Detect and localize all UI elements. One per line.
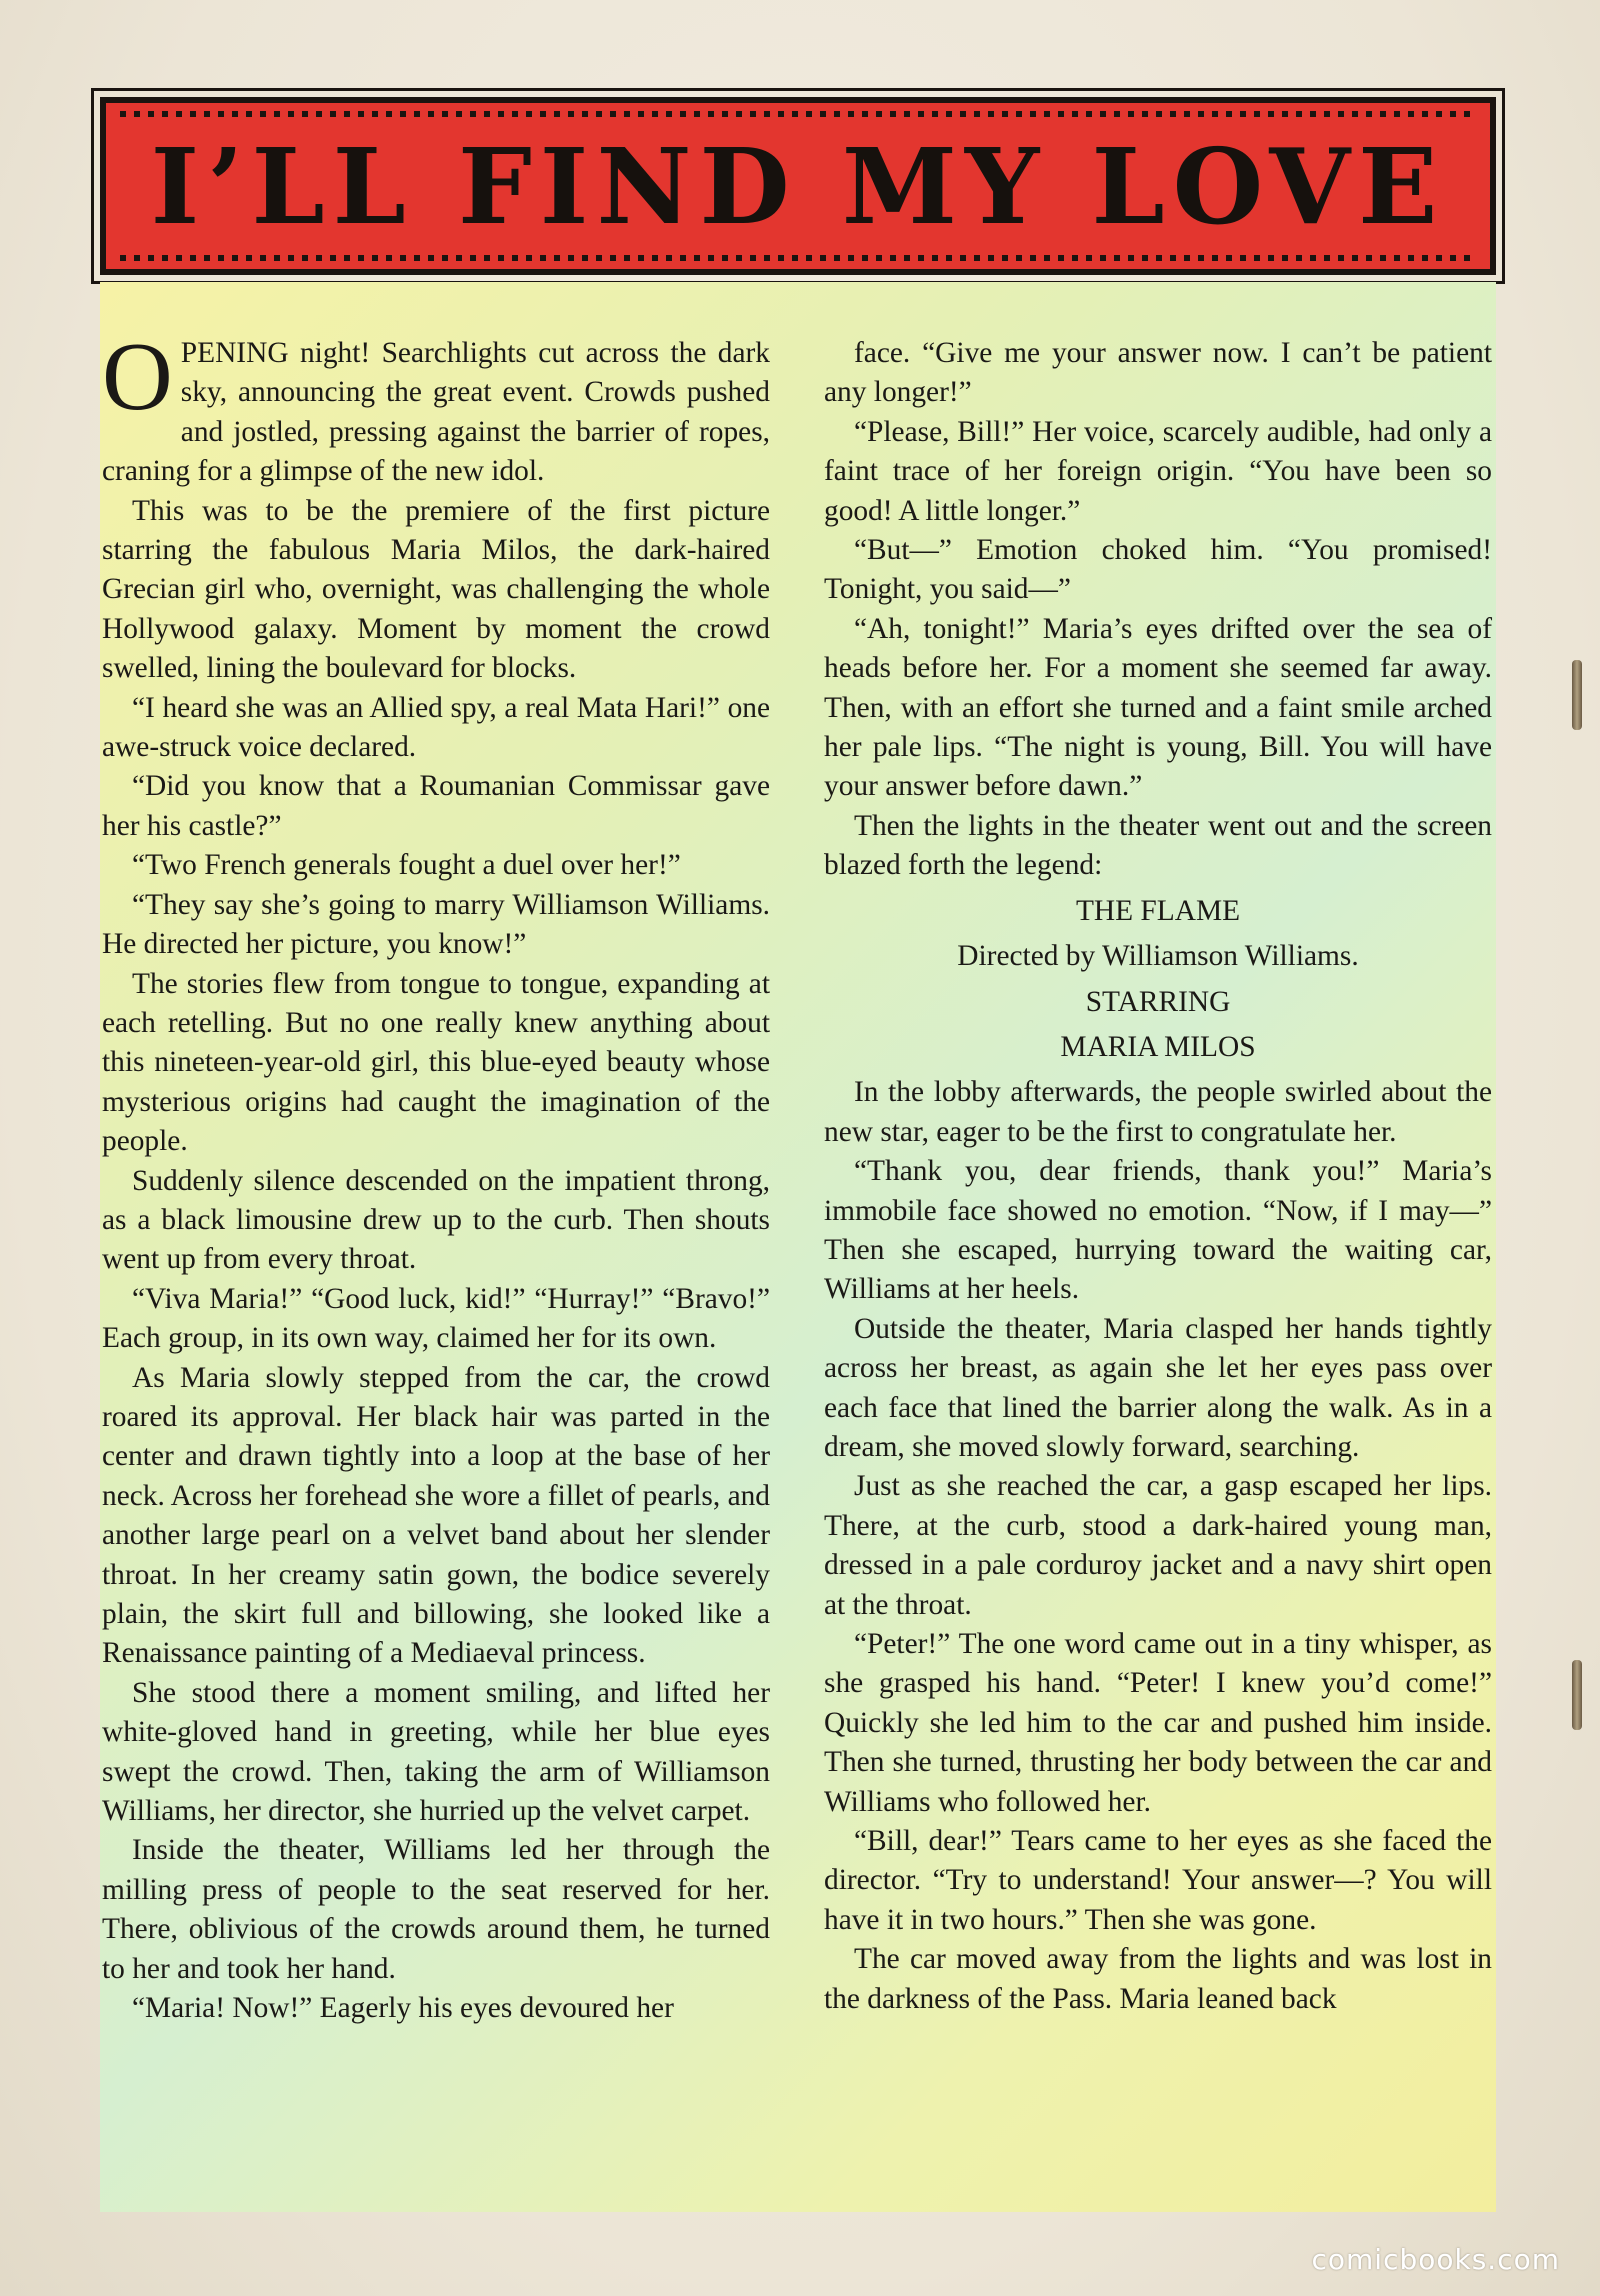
screen-credit: STARRING — [1085, 985, 1231, 1018]
screen-credit: THE FLAME — [1075, 894, 1241, 927]
drop-cap: O — [102, 323, 173, 431]
paragraph: “Please, Bill!” Her voice, scarcely audible, had only a faint trace of her foreign origin. “You have been so good! A little longer.” — [824, 415, 1492, 527]
paragraph: “Viva Maria!” “Good luck, kid!” “Hurray!” “Bravo!” Each group, in its own way, claimed her for its own. — [102, 1282, 770, 1355]
paragraph: “Thank you, dear friends, thank you!” Maria’s immobile face showed no emotion. “Now, if I may—” Then she escaped, hurrying toward the waiting car, Williams at her heels. — [824, 1155, 1492, 1306]
watermark: comicbooks.com — [1311, 2243, 1560, 2276]
opening-paragraph — [102, 323, 770, 492]
paragraph: “Bill, dear!” Tears came to her eyes as she faced the director. “Try to understand! Your answer—? You will have it in two hours.” Then she was gone. — [824, 1825, 1492, 1936]
paragraph: Then the lights in the theater went out and the screen blazed forth the legend: — [824, 809, 1492, 882]
title-banner — [100, 97, 1496, 275]
paragraph: The stories flew from tongue to tongue, expanding at each retelling. But no one really knew anything about this nineteen-year-old girl, this blue-eyed beauty whose mysterious origins had caught the imagination of the people. — [102, 967, 770, 1158]
paragraph: Outside the theater, Maria clasped her hands tightly across her breast, as again she let her eyes pass over each face that lined the barrier along the walk. As in a dream, she moved slowly forward, searching. — [824, 1312, 1492, 1463]
story-title: I’LL FIND MY LOVE — [150, 124, 1446, 248]
paragraph: “They say she’s going to marry Williamson Williams. He directed her picture, you know!” — [102, 888, 770, 961]
paragraph: “Two French generals fought a duel over her!” — [132, 849, 681, 882]
left-column — [102, 323, 770, 2184]
opening-text: PENING night! Searchlights cut across the dark sky, announcing the great event. Crowds pushed and jostled, pressing against the barrier of ropes, craning for a glimpse of the new idol. — [102, 337, 770, 488]
paragraph: “I heard she was an Allied spy, a real Mata Hari!” one awe-struck voice declared. — [102, 691, 770, 764]
paragraph: This was to be the premiere of the first picture starring the fabulous Maria Milos, the dark-haired Grecian girl who, overnight, was challenging the whole Hollywood galaxy. Moment by moment the crowd swelled, lining the boulevard for blocks. — [102, 494, 770, 685]
staple — [1572, 660, 1582, 730]
paragraph: Just as she reached the car, a gasp escaped her lips. There, at the curb, stood a dark-haired young man, dressed in a pale corduroy jacket and a navy shirt open at the throat. — [824, 1470, 1492, 1621]
paragraph: She stood there a moment smiling, and lifted her white-gloved hand in greeting, while her blue eyes swept the crowd. Then, taking the arm of Williamson Williams, her director, she hurried up the velvet carpet. — [102, 1676, 770, 1828]
paragraph: In the lobby afterwards, the people swirled about the new star, eager to be the first to congratulate her. — [824, 1076, 1492, 1148]
paragraph: “But—” Emotion choked him. “You promised! Tonight, you said—” — [824, 534, 1492, 606]
paragraph: Inside the theater, Williams led her through the milling press of people to the seat reserved for her. There, oblivious of the crowds around them, he turned to her and took her hand. — [102, 1834, 770, 1985]
paragraph: The car moved away from the lights and was lost in the darkness of the Pass. Maria leaned back — [824, 1943, 1492, 2015]
paragraph: Suddenly silence descended on the impatient throng, as a black limousine drew up to the curb. Then shouts went up from every throat. — [102, 1164, 770, 1276]
paragraph: “Peter!” The one word came out in a tiny whisper, as she grasped his hand. “Peter! I knew you’d come!” Quickly she led him to the car and pushed him inside. Then she turned, thrusting her body between the car and Williams who followed her. — [824, 1628, 1492, 1818]
text-panel — [100, 282, 1496, 2212]
right-column — [824, 334, 1492, 2184]
paragraph: “Did you know that a Roumanian Commissar gave her his castle?” — [102, 770, 770, 842]
staple — [1572, 1660, 1582, 1730]
screen-credit: MARIA MILOS — [1060, 1030, 1256, 1063]
paragraph: “Maria! Now!” Eagerly his eyes devoured her — [132, 1992, 674, 2025]
paragraph: As Maria slowly stepped from the car, the crowd roared its approval. Her black hair was parted in the center and drawn tightly into a loop at the base of her neck. Across her forehead she wore a fillet of pearls, and another large pearl on a velvet band about her slender throat. In her creamy satin gown, the bodice severely plain, the skirt full and billowing, she looked like a Renaissance painting of a Mediaeval princess. — [102, 1361, 770, 1670]
paragraph: face. “Give me your answer now. I can’t be patient any longer!” — [824, 337, 1492, 409]
screen-credit: Directed by Williamson Williams. — [957, 940, 1359, 973]
paragraph: “Ah, tonight!” Maria’s eyes drifted over the sea of heads before her. For a moment she seemed far away. Then, with an effort she turned and a faint smile arched her pale lips. “The night is young, Bill. You will have your answer before dawn.” — [824, 612, 1492, 803]
